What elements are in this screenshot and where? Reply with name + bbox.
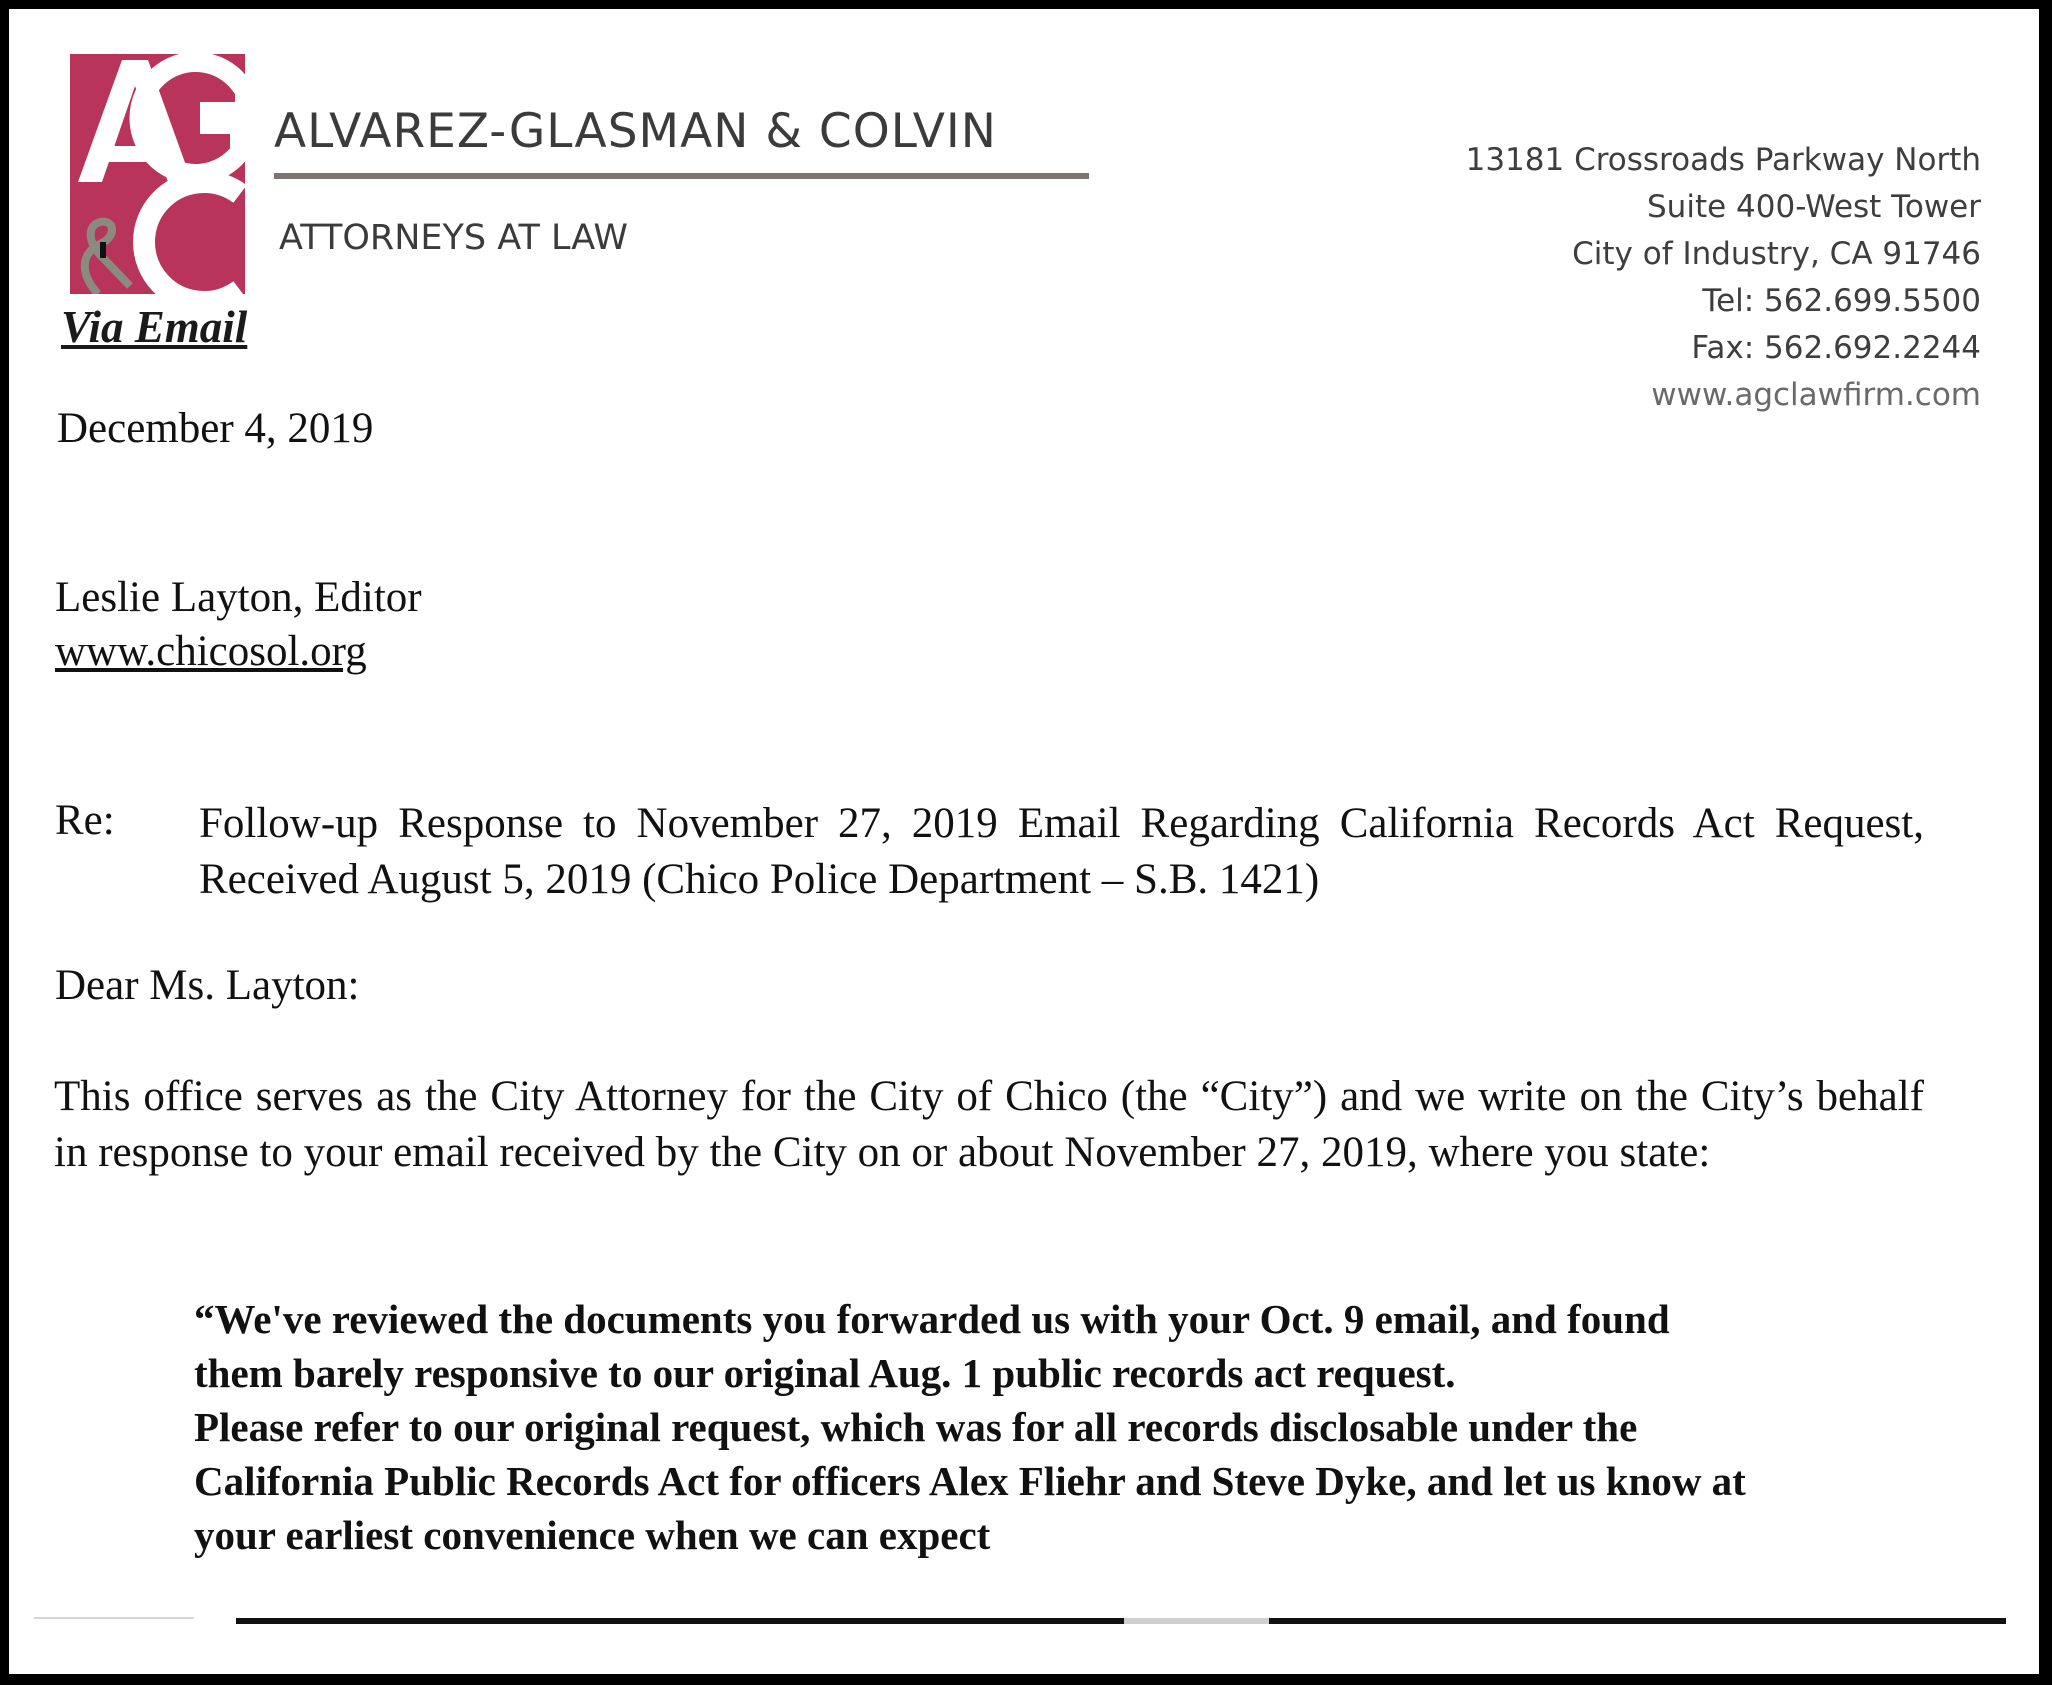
recipient-block bbox=[55, 571, 422, 679]
firm-logo bbox=[70, 54, 245, 294]
address-line-city: City of Industry, CA 91746 bbox=[1572, 236, 1981, 272]
address-line-suite: Suite 400-West Tower bbox=[1647, 189, 1981, 225]
scan-edge-gap bbox=[1124, 1618, 1269, 1624]
letter-page bbox=[9, 9, 2039, 1674]
firm-website: www.agclawfirm.com bbox=[1651, 377, 1981, 413]
address-line-fax: Fax: 562.692.2244 bbox=[1691, 330, 1981, 366]
firm-subtitle: ATTORNEYS AT LAW bbox=[279, 218, 628, 258]
recipient-url: www.chicosol.org bbox=[55, 628, 367, 675]
delivery-method: Via Email bbox=[61, 302, 248, 352]
re-label: Re: bbox=[55, 797, 115, 844]
quote-paragraph: “We've reviewed the documents you forwarded us with your Oct. 9 email, and found them barely responsive to our original Aug. 1 public records act request. bbox=[194, 1296, 1670, 1396]
salutation: Dear Ms. Layton: bbox=[55, 962, 360, 1009]
firm-name-rule bbox=[274, 173, 1089, 179]
scan-artifact-line bbox=[34, 1617, 194, 1619]
quoted-email bbox=[194, 1292, 1749, 1562]
re-subject: Follow-up Response to November 27, 2019 Email Regarding California Records Act Request, Received August 5, 2019 (Chico Police Department – S.B. 1421) bbox=[199, 800, 1924, 903]
scan-edge-line bbox=[236, 1618, 2006, 1624]
address-line-street: 13181 Crossroads Parkway North bbox=[1465, 142, 1981, 178]
firm-address-block bbox=[1466, 137, 1981, 419]
body-paragraph: This office serves as the City Attorney for the City of Chico (the “City”) and we write on the City’s behalf in response to your email received by the City on or about November 27, 2019, where you state: bbox=[54, 1073, 1924, 1176]
recipient-name: Leslie Layton, Editor bbox=[55, 574, 422, 621]
address-line-tel: Tel: 562.699.5500 bbox=[1702, 283, 1981, 319]
letter-date: December 4, 2019 bbox=[57, 405, 374, 452]
quote-paragraph: Please refer to our original request, which was for all records disclosable under the California Public Records Act for officers Alex Fliehr and Steve Dyke, and let us know at your earliest convenience when we can expect bbox=[194, 1404, 1746, 1558]
firm-name: ALVAREZ-GLASMAN & COLVIN bbox=[274, 104, 997, 159]
